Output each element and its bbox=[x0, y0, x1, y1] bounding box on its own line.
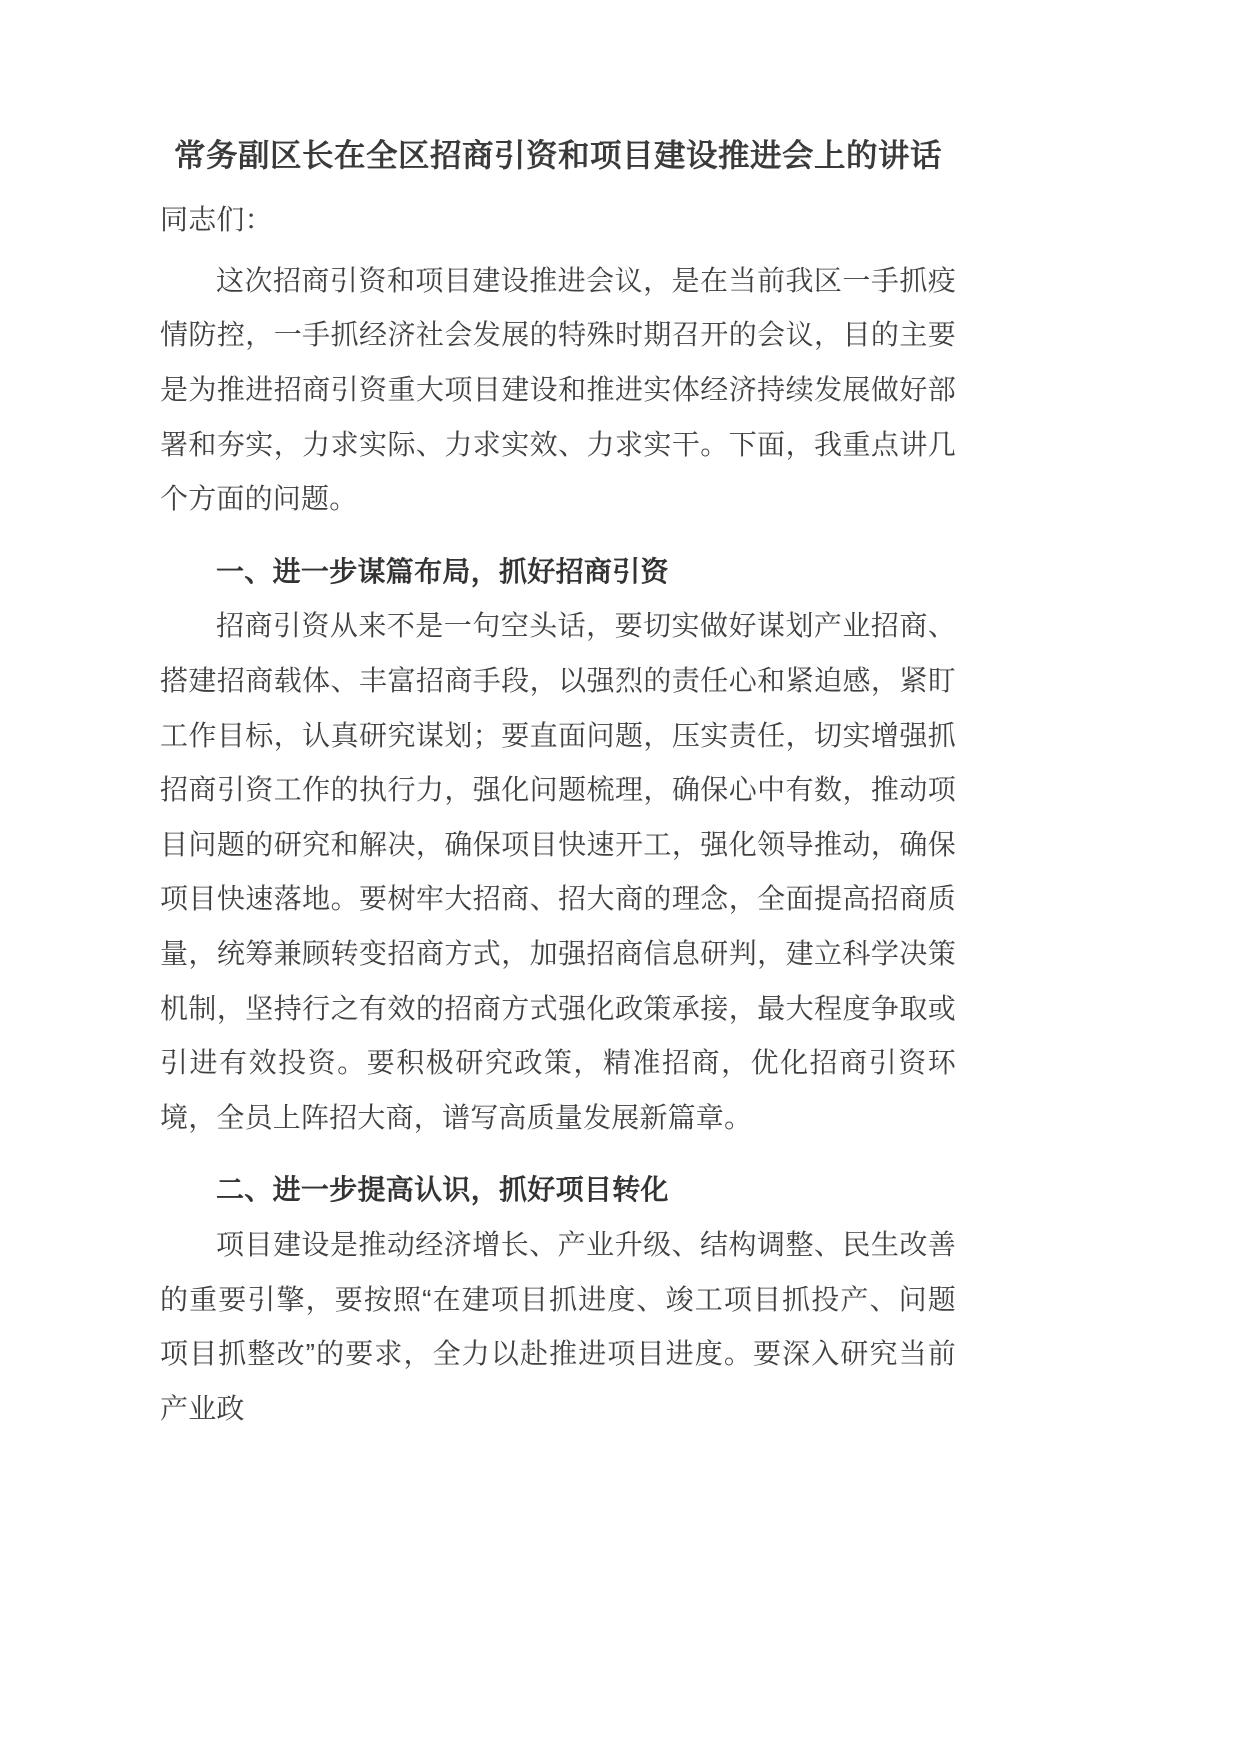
section-body-1: 招商引资从来不是一句空头话，要切实做好谋划产业招商、搭建招商载体、丰富招商手段，以强烈的责任心和紧迫感，紧盯工作目标，认真研究谋划；要直面问题，压实责任，切实增强抓招商引资工作的执行力，强化问题梳理，确保心中有数，推动项目问题的研究和解决，确保项目快速开工，强化领导推动，确保项目快速落地。要树牢大招商、招大商的理念，全面提高招商质量，统筹兼顾转变招商方式，加强招商信息研判，建立科学决策机制，坚持行之有效的招商方式强化政策承接，最大程度争取或引进有效投资。要积极研究政策，精准招商，优化招商引资环境，全员上阵招大商，谱写高质量发展新篇章。 bbox=[160, 610, 956, 1133]
section-spacer bbox=[160, 527, 956, 537]
section-heading-2: 二、进一步提高认识，抓好项目转化 bbox=[216, 1174, 669, 1206]
document-title: 常务副区长在全区招商引资和项目建设推进会上的讲话 bbox=[173, 137, 942, 173]
salutation: 同志们： bbox=[160, 204, 273, 236]
section-heading-1: 一、进一步谋篇布局，抓好招商引资 bbox=[216, 555, 669, 587]
document-body bbox=[160, 132, 956, 1436]
section-body-2: 项目建设是推动经济增长、产业升级、结构调整、民生改善的重要引擎，要按照“在建项目抓进度、竣工项目抓投产、问题项目抓整改”的要求，全力以赴推进项目进度。要深入研究当前产业政 bbox=[160, 1228, 956, 1424]
section-spacer bbox=[160, 1145, 956, 1155]
intro-paragraph: 这次招商引资和项目建设推进会议，是在当前我区一手抓疫情防控，一手抓经济社会发展的特殊时期召开的会议，目的主要是为推进招商引资重大项目建设和推进实体经济持续发展做好部署和夯实，力求实际、力求实效、力求实干。下面，我重点讲几个方面的问题。 bbox=[160, 264, 956, 515]
